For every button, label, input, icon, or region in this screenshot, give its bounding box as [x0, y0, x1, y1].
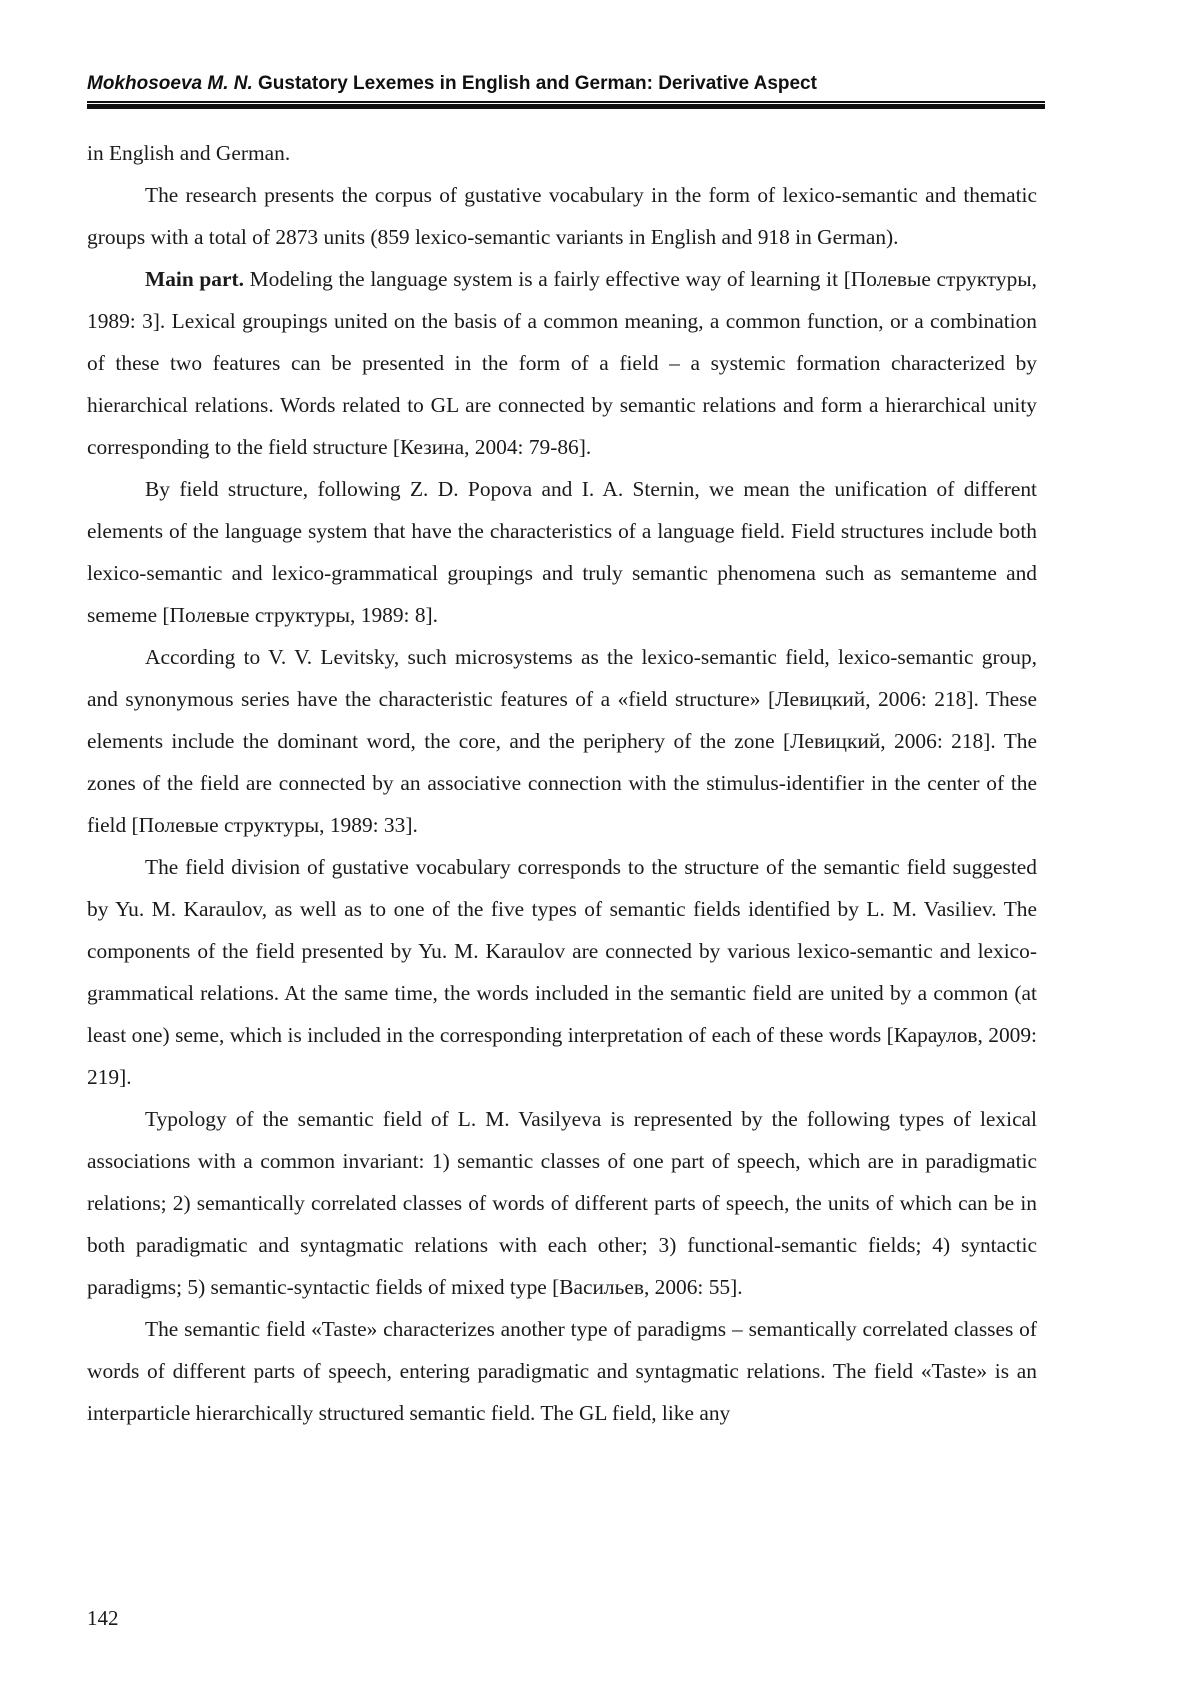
header-author: Mokhosoeva M. N.	[87, 73, 253, 94]
header-rule-thick	[87, 104, 1045, 109]
paragraph-continuation	[87, 132, 1037, 174]
paragraph-text: The research presents the corpus of gustative vocabulary in the form of lexico-semantic and thematic groups with a total of 2873 units (859 lexico-semantic variants in English and 918 in German).	[87, 183, 1037, 249]
page-number: 142	[87, 1606, 119, 1630]
body-text	[87, 132, 1037, 1434]
section-lead: Main part.	[145, 267, 244, 291]
paragraph	[87, 468, 1037, 636]
paragraph-text: Modeling the language system is a fairly effective way of learning it [Полевые структуры, 1989: 3]. Lexical groupings united on the basis of a common meaning, a common function, or a combination of these two features can be presented in the form of a field – a systemic formation characterized by hierarchical relations. Words related to GL are connected by semantic relations and form a hierarchical unity corresponding to the field structure [Кезина, 2004: 79-86].	[87, 267, 1037, 459]
paragraph	[87, 636, 1037, 846]
paragraph-text: Typology of the semantic field of L. M. Vasilyeva is represented by the following types of lexical associations with a common invariant: 1) semantic classes of one part of speech, which are in paradigmatic relations; 2) semantically correlated classes of words of different parts of speech, the units of which can be in both paradigmatic and syntagmatic relations with each other; 3) functional-semantic fields; 4) syntactic paradigms; 5) semantic-syntactic fields of mixed type [Васильев, 2006: 55].	[87, 1107, 1037, 1299]
paragraph-text: in English and German.	[87, 141, 291, 165]
header-title: Gustatory Lexemes in English and German: Derivative Aspect	[258, 73, 817, 94]
running-header	[87, 73, 1047, 95]
paragraph	[87, 1308, 1037, 1434]
paragraph-text: The semantic field «Taste» characterizes another type of paradigms – semantically correlated classes of words of different parts of speech, entering paradigmatic and syntagmatic relations. The field «Taste» is an interparticle hierarchically structured semantic field. The GL field, like any	[87, 1317, 1037, 1425]
header-rule-thin	[87, 101, 1045, 103]
paragraph-text: By field structure, following Z. D. Popova and I. A. Sternin, we mean the unification of different elements of the language system that have the characteristics of a language field. Field structures include both lexico-semantic and lexico-grammatical groupings and truly semantic phenomena such as semanteme and sememe [Полевые структуры, 1989: 8].	[87, 477, 1037, 627]
paragraph-main-part	[87, 258, 1037, 468]
paragraph	[87, 846, 1037, 1098]
paragraph	[87, 174, 1037, 258]
paragraph-text: The field division of gustative vocabulary corresponds to the structure of the semantic field suggested by Yu. M. Karaulov, as well as to one of the five types of semantic fields identified by L. M. Vasiliev. The components of the field presented by Yu. M. Karaulov are connected by various lexico-semantic and lexico-grammatical relations. At the same time, the words included in the semantic field are united by a common (at least one) seme, which is included in the corresponding interpretation of each of these words [Караулов, 2009: 219].	[87, 855, 1037, 1089]
paragraph-text: According to V. V. Levitsky, such microsystems as the lexico-semantic field, lexico-semantic group, and synonymous series have the characteristic features of a «field structure» [Левицкий, 2006: 218]. These elements include the dominant word, the core, and the periphery of the zone [Левицкий, 2006: 218]. The zones of the field are connected by an associative connection with the stimulus-identifier in the center of the field [Полевые структуры, 1989: 33].	[87, 645, 1037, 837]
paragraph	[87, 1098, 1037, 1308]
